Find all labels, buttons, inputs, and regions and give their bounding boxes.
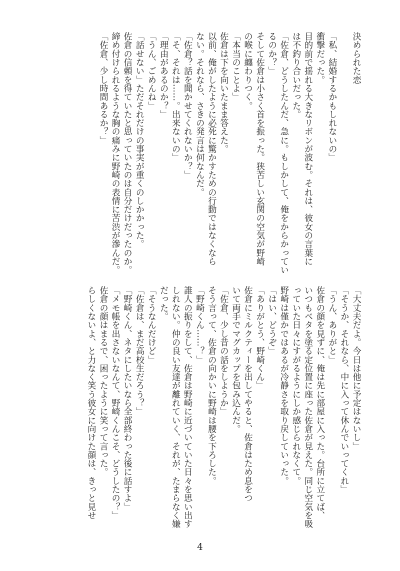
upper-text-line: 「本当のことよ」 (230, 32, 241, 102)
lower-text-line: 「そうか、それなら、中に入って休んでいってくれ」 (338, 286, 349, 494)
upper-text-line: 締め付けられるような胸の痛みに野崎の表情に苦渋が滲んだ。 (110, 32, 121, 275)
lower-text-line: 「佐倉、少し昔の話をしようか」 (218, 286, 229, 416)
upper-text-line: 佐倉の信頼を得ていたと思っていたのは自分だけだったのか。 (122, 32, 133, 275)
upper-text-line: るのか？」 (266, 32, 277, 76)
lower-text-line: 「ありがとう、野崎くん」 (254, 286, 265, 390)
lower-text-line: だった。 (158, 286, 169, 321)
upper-text-line: の喉に纏わりつく。 (242, 32, 253, 110)
upper-text-line: は不釣り合いだった。 (290, 32, 301, 119)
upper-text-line: 「そ、それは……。出来ないの」 (170, 32, 181, 162)
lower-text-line: いつもベタを塗る定位置に座った佐倉が見えた。同じ空気を吸 (302, 286, 313, 529)
lower-text-line: 誰人の振りをして、佐倉は野崎に近づいていた日々を思い出す (182, 286, 193, 529)
upper-text-line: 衝撃だった。 (314, 32, 325, 84)
lower-text-line: 「そうなんだけど」 (146, 286, 157, 364)
upper-text-line: 目的前で揺れる大きなリボンが波む。それは、彼女の言葉に (302, 32, 313, 266)
lower-text-line: 佐倉の顔を見ずに、俺は先に部屋に入った。台所に立てば、 (314, 286, 325, 520)
lower-text-line: っていた日々にすがるようにしか感じられなくて。 (290, 286, 301, 485)
upper-text-line: 決められた恋 (351, 32, 361, 84)
page-number: 4 (197, 543, 203, 553)
upper-text-line (338, 32, 350, 280)
lower-text-line: 佐倉の顔はまるで、困ったように笑って言った。 (98, 286, 109, 477)
upper-text-line: そして佐倉は小さく首を振った。狭苦しい玄関の空気が野崎 (254, 32, 265, 266)
upper-text-line: 「佐倉、少し時間あるか？」 (98, 32, 109, 145)
lower-text-line: 「メモ帳を出さないなんて、野崎くんこそ、どうしたの？」 (110, 286, 121, 520)
lower-text-line: 佐倉にミルクティーを出してやると、佐倉はため息をつ (242, 286, 253, 503)
lower-text-line: そう言って、佐倉の向かいに野崎は腰を下ろした。 (206, 286, 217, 485)
upper-text-line: 「理由があるのか？」 (158, 32, 169, 119)
lower-text-line: 野崎は僅かではあるが冷静さを取り戻していった。 (278, 286, 289, 485)
lower-text-line: 「野崎くん……？」 (194, 286, 205, 364)
upper-text-line: 「うん、ごめんね」 (146, 32, 157, 110)
lower-text-line: 「はい、どうぞ」 (266, 286, 277, 356)
upper-text-block (97, 32, 362, 280)
lower-text-line: 「野崎くん、ネタにしたいなら全部終わった後に話すよ」 (122, 286, 133, 511)
upper-text-line: 以前、俺がしたように必死に驚かすための行動ではなくなら (206, 32, 217, 266)
upper-text-line: 「話せない」ただそれだけの事実が重くのしかかった。 (134, 32, 145, 249)
lower-text-line: らしくないよ、と力なく笑う彼女に向けた顔は、きっと見せ (85, 286, 96, 520)
lower-text-line: 「佐倉は、まだ高校生だろう？」 (134, 286, 145, 416)
lower-text-line: しれない。仲の良い友達が離れていく、それが、たまらなく嫌 (170, 286, 181, 529)
upper-text-line: 「私、結婚するかもしれないの」 (326, 32, 337, 162)
lower-text-line: 「大丈夫だよ。今日は他に予定はないし」 (351, 286, 361, 451)
upper-text-line: 佐倉は下を向いたまま答えた。 (218, 32, 229, 154)
lower-text-line: 「うん、ありがと」 (326, 286, 337, 364)
upper-text-line: 「佐倉？話を聞かせてくれないか？」 (182, 32, 193, 180)
upper-text-line: 「佐倉、どうしたんだ、急に。もしかして、俺をからかってい (278, 32, 289, 275)
upper-text-line: ない。それなら、さきの発言は何なんだ。 (194, 32, 205, 197)
lower-text-block (85, 286, 362, 540)
lower-text-line: いて両手でマグカップを包み込んだ。 (230, 286, 241, 434)
